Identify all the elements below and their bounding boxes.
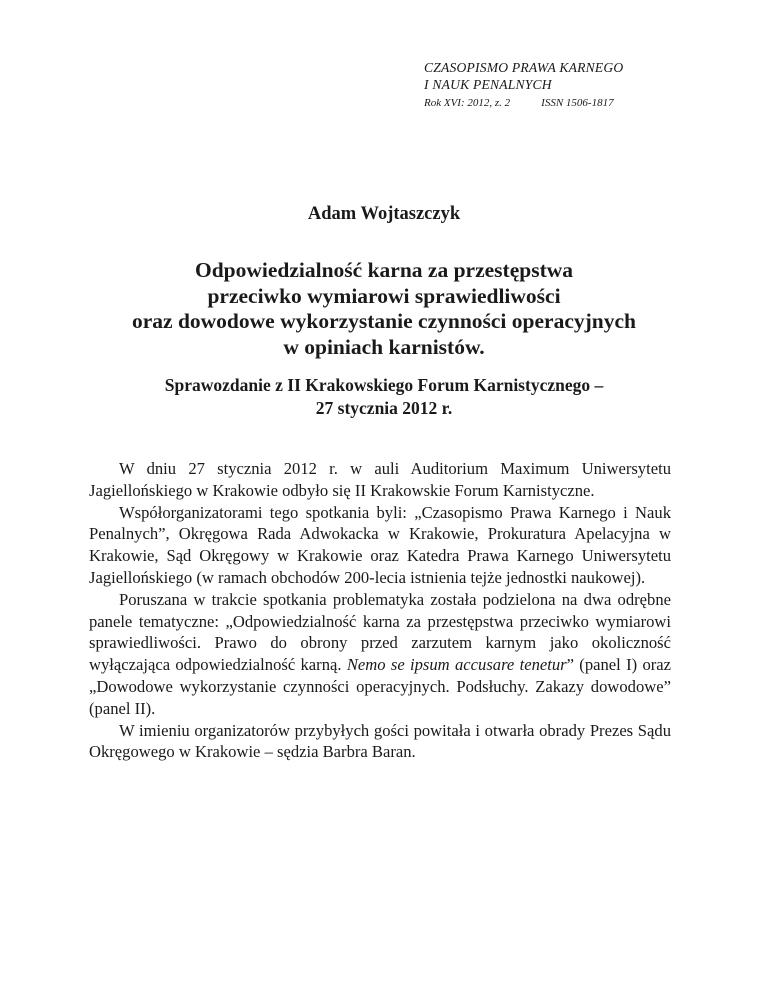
- body-paragraph-3: [89, 589, 671, 720]
- article-title-line: Odpowiedzialność karna za przestępstwa: [194, 258, 574, 282]
- article-subtitle-line: 27 stycznia 2012 r.: [315, 398, 453, 418]
- journal-volume: Rok XVI: 2012, z. 2: [424, 97, 511, 109]
- journal-meta: [424, 96, 724, 110]
- article-body: [89, 458, 671, 763]
- body-paragraph-2: Współorganizatorami tego spotkania byli: „Czasopismo Prawa Karnego i Nauk Penalnych”, Okręgowa Rada Adwokacka w Krakowie, Prokuratura Apelacyjna w Krakowie, Sąd Okręgowy w Krakowie oraz Katedra Prawa Karnego Uniwersytetu Jagiellońskiego (w ramach obchodów 200-lecia istnienia tejże jednostki naukowej).: [89, 502, 671, 587]
- body-paragraph-3-text-a: Poruszana w trakcie spotkania problematyka została podzielona na dwa odrębne panele tematyczne: „Odpowiedzialność karna za przestępstwa przeciwko wymiarowi sprawiedliwości. Prawo do obrony przed zarzutem karnym jako okoliczność wyłączająca odpowiedzialność karną.: [89, 589, 671, 675]
- journal-title-line-1: CZASOPISMO PRAWA KARNEGO: [424, 60, 624, 75]
- journal-issn: ISSN 1506-1817: [541, 97, 614, 109]
- article-subtitle-line: Sprawozdanie z II Krakowskiego Forum Karnistycznego –: [164, 375, 604, 395]
- article-title: [80, 258, 688, 360]
- body-paragraph-4: W imieniu organizatorów przybyłych gości powitała i otwarła obrady Prezes Sądu Okręgowego w Krakowie – sędzia Barbra Baran.: [89, 720, 671, 762]
- journal-title-line-2: I NAUK PENALNYCH: [424, 77, 552, 92]
- article-author: Adam Wojtaszczyk: [307, 204, 461, 224]
- article-subtitle: [80, 374, 688, 420]
- article-title-line: oraz dowodowe wykorzystanie czynności operacyjnych: [131, 309, 636, 333]
- article-title-line: w opiniach karnistów.: [283, 334, 485, 359]
- body-paragraph-3-text-b: ” (panel I) oraz „Dowodowe wykorzystanie czynności operacyjnych. Podsłuchy. Zakazy dowodowe” (panel II).: [89, 655, 672, 718]
- article-title-line: przeciwko wymiarowi sprawiedliwości: [207, 283, 561, 308]
- body-paragraph-1: W dniu 27 stycznia 2012 r. w auli Auditorium Maximum Uniwersytetu Jagiellońskiego w Krakowie odbyło się II Krakowskie Forum Karnistyczne.: [89, 459, 671, 500]
- latin-maxim: Nemo se ipsum accusare tenetur: [346, 655, 567, 675]
- journal-header: [424, 59, 724, 110]
